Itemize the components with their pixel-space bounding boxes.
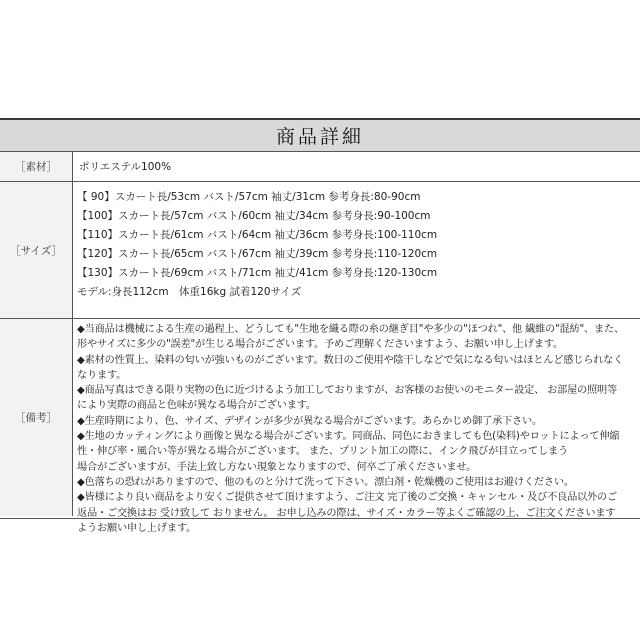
note-line: ◆皆様により良い商品をより安くご提供させて頂けますよう、ご注文 完了後のご交換・キャンセル・及び不良品以外のご: [77, 492, 618, 504]
note-line: 形やサイズに多少の"誤差"が生じる場合がございます。予めご理解くださいますよう、お願い申し上げます。: [77, 339, 563, 351]
notes-text: [73, 319, 640, 534]
material-value: ポリエステル100%: [79, 161, 172, 173]
note-line: 返品・ご交換はお 受け致して おりません。 お申し込みの際は、サイズ・カラー等よくご確認の上、ご注文くださいます: [77, 507, 616, 519]
size-line-90: 【 90】スカート長/53cm バスト/57cm 袖丈/31cm 参考身長:80-90cm: [77, 191, 421, 203]
material-label: ［素材］: [0, 152, 73, 181]
note-line: により実際の商品と色味が異なる場合がございます。: [77, 400, 316, 412]
note-line: 場合がございますが、手法上致し方ない現象となりますので、何卒ご了承くださいませ。: [77, 461, 476, 473]
note-line: ◆商品写真はできる限り実物の色に近づけるよう加工しておりますが、お客様のお使いのモニター設定、 お部屋の照明等: [77, 385, 618, 397]
note-line: ようお願い申し上げます。: [77, 522, 197, 534]
material-row: [0, 152, 640, 182]
model-info: モデル:身長112cm 体重16kg 試着120サイズ: [77, 286, 302, 298]
size-row: [0, 182, 640, 319]
size-line-130: 【130】スカート長/69cm バスト/71cm 袖丈/41cm 参考身長:120-130cm: [77, 267, 438, 279]
size-line-100: 【100】スカート長/57cm バスト/60cm 袖丈/34cm 参考身長:90-100cm: [77, 210, 431, 222]
note-line: なります。: [77, 369, 127, 381]
page-title: 商品詳細: [275, 126, 364, 148]
note-line: ◆生産時期により、色、サイズ、デザインが多少が異なる場合がございます。あらかじめ御了承下さい。: [77, 415, 543, 427]
note-line: ◆当商品は機械による生産の過程上、どうしても"生地を織る際の糸の継ぎ目"や多少の"ほつれ"、他 繊維の"混紡"、また、: [77, 324, 624, 335]
notes-row: [0, 319, 640, 534]
product-detail-table: [0, 118, 640, 534]
size-label: ［サイズ］: [0, 182, 73, 318]
size-line-120: 【120】スカート長/65cm バスト/67cm 袖丈/39cm 参考身長:110-120cm: [77, 248, 438, 260]
note-line: ◆生地のカッティングにより画像と異なる場合がございます。同商品、同色におきましても色(染料)やロットによって伸縮: [77, 431, 620, 443]
size-list: [73, 182, 640, 318]
table-header: [0, 120, 640, 152]
note-line: ◆色落ちの恐れがありますので、他のものと分けて洗って下さい。漂白剤・乾燥機のご使用はお避けください。: [77, 476, 574, 488]
notes-label: ［備考］: [0, 319, 73, 516]
size-line-110: 【110】スカート長/61cm バスト/64cm 袖丈/36cm 参考身長:100-110cm: [77, 229, 438, 241]
note-line: ◆素材の性質上、染料の匂いが強いものがございます。数日のご使用や陰干しなどで気になる匂いはほとんど感じられなく: [77, 354, 624, 366]
note-line: 性・伸び率・風合い等が異なる場合がございます。 また、プリント加工の際に、インク飛びが目立ってしまう: [77, 446, 568, 458]
